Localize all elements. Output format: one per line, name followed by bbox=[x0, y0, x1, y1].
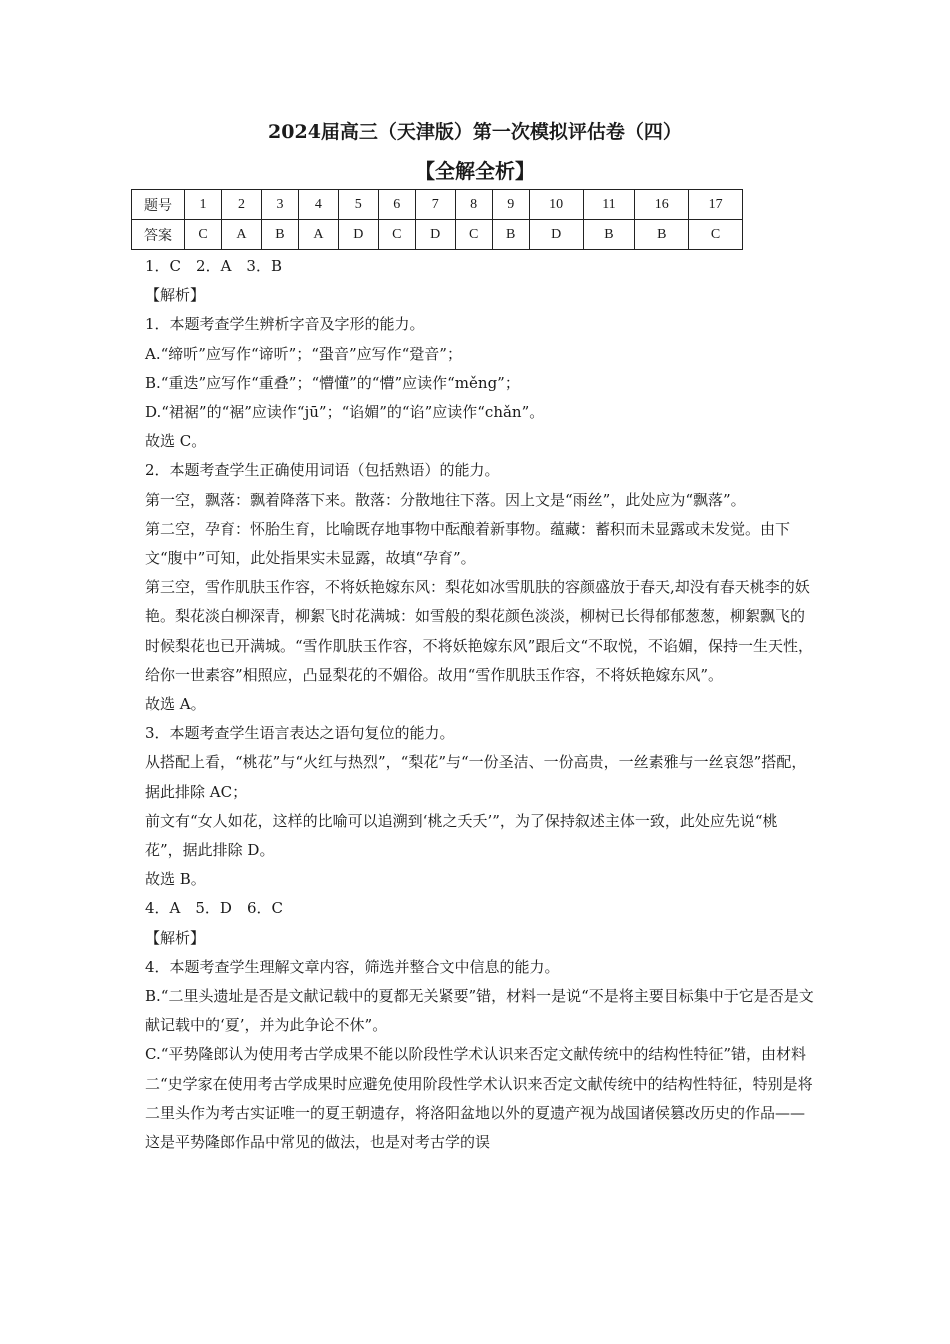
question-number: 7 bbox=[415, 190, 455, 220]
question-number: 10 bbox=[529, 190, 583, 220]
answer-cell: B bbox=[261, 220, 298, 250]
analysis-heading: 【解析】 bbox=[145, 286, 206, 305]
answer-cell: C bbox=[185, 220, 222, 250]
q1-conclusion: 故选 C。 bbox=[145, 432, 207, 451]
question-number: 2 bbox=[222, 190, 262, 220]
analysis-body bbox=[145, 252, 815, 1157]
answer-cell: A bbox=[222, 220, 262, 250]
answer-cell: B bbox=[583, 220, 635, 250]
q3-conclusion: 故选 B。 bbox=[145, 870, 206, 889]
answer-cell: C bbox=[378, 220, 415, 250]
question-number: 5 bbox=[338, 190, 378, 220]
question-number: 17 bbox=[689, 190, 743, 220]
q2-blank-1: 第一空，飘落：飘着降落下来。散落：分散地往下落。因上文是“雨丝”，此处应为“飘落”。 bbox=[145, 490, 746, 509]
q4-intro: 4．本题考查学生理解文章内容，筛选并整合文中信息的能力。 bbox=[145, 957, 560, 976]
q2-intro: 2．本题考查学生正确使用词语（包括熟语）的能力。 bbox=[145, 461, 500, 480]
answers-summary-4-6: 4．A 5．D 6．C bbox=[145, 899, 283, 918]
question-number: 1 bbox=[185, 190, 222, 220]
q1-option-d: D.“裙裾”的“裾”应读作“jū”；“谄媚”的“谄”应读作“chǎn”。 bbox=[145, 403, 545, 422]
answer-cell: A bbox=[298, 220, 338, 250]
q1-option-a: A.“缔听”应写作“谛听”；“蛩音”应写作“跫音”； bbox=[145, 344, 462, 363]
answer-cell: B bbox=[635, 220, 689, 250]
document-subtitle: 【全解全析】 bbox=[415, 159, 535, 183]
q1-intro: 1．本题考查学生辨析字音及字形的能力。 bbox=[145, 315, 425, 334]
answer-cell: C bbox=[689, 220, 743, 250]
analysis-heading: 【解析】 bbox=[145, 928, 206, 947]
q1-option-b: B.“重迭”应写作“重叠”；“懵懂”的“懵”应读作“měng”； bbox=[145, 373, 520, 392]
document-title: 2024届高三（天津版）第一次模拟评估卷（四） bbox=[268, 121, 682, 143]
question-number: 3 bbox=[261, 190, 298, 220]
question-number: 4 bbox=[298, 190, 338, 220]
q2-blank-3: 第三空，雪作肌肤玉作容，不将妖艳嫁东风：梨花如冰雪肌肤的容颜盛放于春天,却没有春天桃李的妖艳。梨花淡白柳深青，柳絮飞时花满城：如雪般的梨花颜色淡淡，柳树已长得郁郁葱葱，柳絮飘飞的时候梨花也已开满城。“雪作肌肤玉作容，不将妖艳嫁东风”跟后文“不取悦，不谄媚，保持一生天性，给你一世素容”相照应，凸显梨花的不媚俗。故用“雪作肌肤玉作容，不将妖艳嫁东风”。 bbox=[145, 578, 814, 684]
answer-cell: D bbox=[529, 220, 583, 250]
answers-summary-1-3: 1．C 2．A 3．B bbox=[145, 257, 282, 275]
row-label-number: 题号 bbox=[132, 190, 185, 220]
q3-analysis-1: 从搭配上看，“桃花”与“火红与热烈”，“梨花”与“一份圣洁、一份高贵，一丝素雅与一丝哀怨”搭配，据此排除 AC； bbox=[145, 753, 807, 801]
question-number: 8 bbox=[455, 190, 492, 220]
q4-option-c: C.“平势隆郎认为使用考古学成果不能以阶段性学术认识来否定文献传统中的结构性特征”错，由材料二“史学家在使用考古学成果时应避免使用阶段性学术认识来否定文献传统中的结构性特征，特别是将二里头作为考古实证唯一的夏王朝遗存，将洛阳盆地以外的夏遗产视为战国诸侯篡改历史的作品——这是平势隆郎作品中常见的做法，也是对考古学的误 bbox=[145, 1045, 813, 1152]
question-number: 6 bbox=[378, 190, 415, 220]
answer-cell: B bbox=[492, 220, 529, 250]
row-label-answer: 答案 bbox=[132, 220, 185, 250]
answer-cell: C bbox=[455, 220, 492, 250]
answer-table-answer-row bbox=[132, 220, 743, 250]
q2-blank-2: 第二空，孕育：怀胎生育，比喻既存地事物中酝酿着新事物。蕴藏：蓄积而未显露或未发觉。由下文“腹中”可知，此处指果实未显露，故填“孕育”。 bbox=[145, 519, 791, 568]
question-number: 16 bbox=[635, 190, 689, 220]
answer-cell: D bbox=[415, 220, 455, 250]
answer-table-number-row bbox=[132, 190, 743, 220]
q3-analysis-2: 前文有“女人如花，这样的比喻可以追溯到‘桃之夭夭’”，为了保持叙述主体一致，此处应先说“桃花”，据此排除 D。 bbox=[145, 811, 778, 860]
question-number: 9 bbox=[492, 190, 529, 220]
answer-cell: D bbox=[338, 220, 378, 250]
answer-table bbox=[131, 189, 743, 250]
question-number: 11 bbox=[583, 190, 635, 220]
q3-intro: 3．本题考查学生语言表达之语句复位的能力。 bbox=[145, 724, 455, 743]
q4-option-b: B.“二里头遗址是否是文献记载中的夏都无关紧要”错，材料一是说“不是将主要目标集中于它是否是文献记载中的‘夏’，并为此争论不休”。 bbox=[145, 987, 814, 1035]
q2-conclusion: 故选 A。 bbox=[145, 695, 206, 714]
